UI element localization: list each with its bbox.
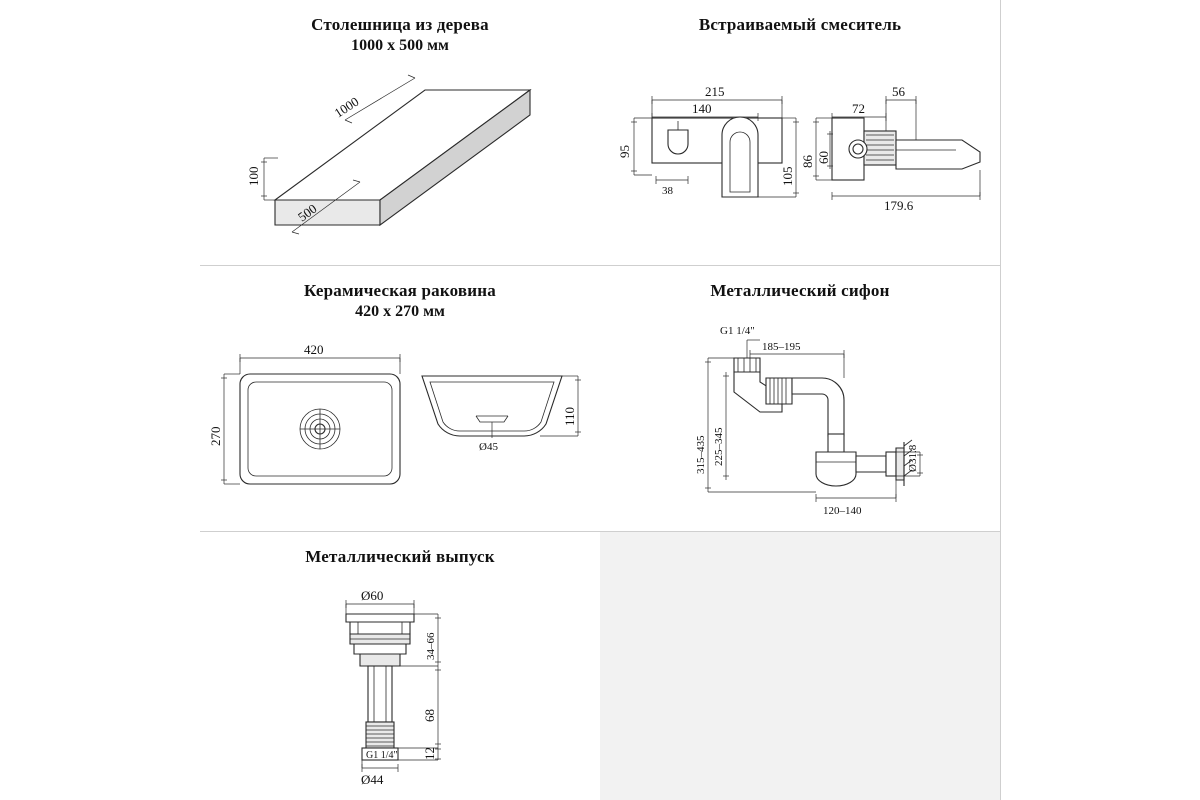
grid-line-vertical-3 bbox=[1000, 0, 1001, 800]
countertop-subtitle: 1000 x 500 мм bbox=[351, 37, 449, 54]
sink-dim-drain: Ø45 bbox=[479, 441, 498, 453]
faucet-dim-body-inner: 60 bbox=[816, 151, 831, 164]
sink-dim-length: 420 bbox=[304, 342, 324, 357]
siphon-dim-total-height: 315–435 bbox=[695, 435, 707, 474]
faucet-dim-body-depth: 72 bbox=[852, 101, 865, 116]
faucet-dim-lever: 38 bbox=[662, 185, 673, 197]
drain-title: Металлический выпуск bbox=[305, 547, 495, 566]
siphon-dim-inner-height: 225–345 bbox=[713, 427, 725, 466]
faucet-drawing bbox=[600, 0, 1000, 265]
panel-countertop bbox=[200, 0, 600, 265]
sink-title: Керамическая раковина bbox=[304, 281, 496, 300]
faucet-dim-spout-reach: 179.6 bbox=[884, 198, 914, 213]
siphon-dim-pipe-diameter: Ø31.8 bbox=[907, 444, 919, 472]
drain-dim-cap-height: 34–66 bbox=[425, 632, 437, 660]
panel-siphon bbox=[600, 266, 1000, 531]
countertop-title: Столешница из дерева bbox=[311, 15, 489, 34]
countertop-drawing bbox=[200, 0, 600, 265]
drain-dim-top-diameter: Ø60 bbox=[361, 588, 384, 603]
panel-drain bbox=[200, 532, 600, 800]
sink-dim-width: 270 bbox=[208, 426, 223, 446]
faucet-dim-body-height: 86 bbox=[800, 155, 815, 168]
faucet-dim-inner-width: 140 bbox=[692, 101, 712, 116]
siphon-dim-bottom-reach: 120–140 bbox=[823, 505, 862, 517]
siphon-title: Металлический сифон bbox=[710, 281, 890, 300]
siphon-label-thread: G1 1/4" bbox=[720, 325, 755, 337]
sink-dim-height: 110 bbox=[562, 406, 577, 426]
panel-faucet bbox=[600, 0, 1000, 265]
faucet-dim-side-depth: 56 bbox=[892, 84, 905, 99]
drain-dim-nut-height: 12 bbox=[422, 747, 437, 760]
countertop-dim-length: 1000 bbox=[331, 93, 362, 121]
faucet-dim-spout-drop: 105 bbox=[780, 166, 795, 186]
countertop-dim-width: 500 bbox=[294, 200, 320, 225]
drain-label-thread: G1 1/4" bbox=[366, 750, 398, 761]
sink-subtitle: 420 x 270 мм bbox=[355, 303, 445, 320]
drain-dim-bottom-diameter: Ø44 bbox=[361, 772, 384, 787]
siphon-dim-outlet-reach: 185–195 bbox=[762, 341, 801, 353]
siphon-drawing bbox=[600, 266, 1000, 531]
drain-dim-body-height: 68 bbox=[422, 709, 437, 722]
sink-drawing bbox=[200, 266, 600, 531]
panel-empty bbox=[600, 532, 1000, 800]
panel-sink bbox=[200, 266, 600, 531]
countertop-dim-thickness: 100 bbox=[246, 166, 261, 186]
faucet-dim-plate-width: 215 bbox=[705, 84, 725, 99]
faucet-dim-plate-height: 95 bbox=[617, 145, 632, 158]
faucet-title: Встраиваемый смеситель bbox=[698, 15, 902, 34]
drain-drawing bbox=[200, 532, 600, 800]
